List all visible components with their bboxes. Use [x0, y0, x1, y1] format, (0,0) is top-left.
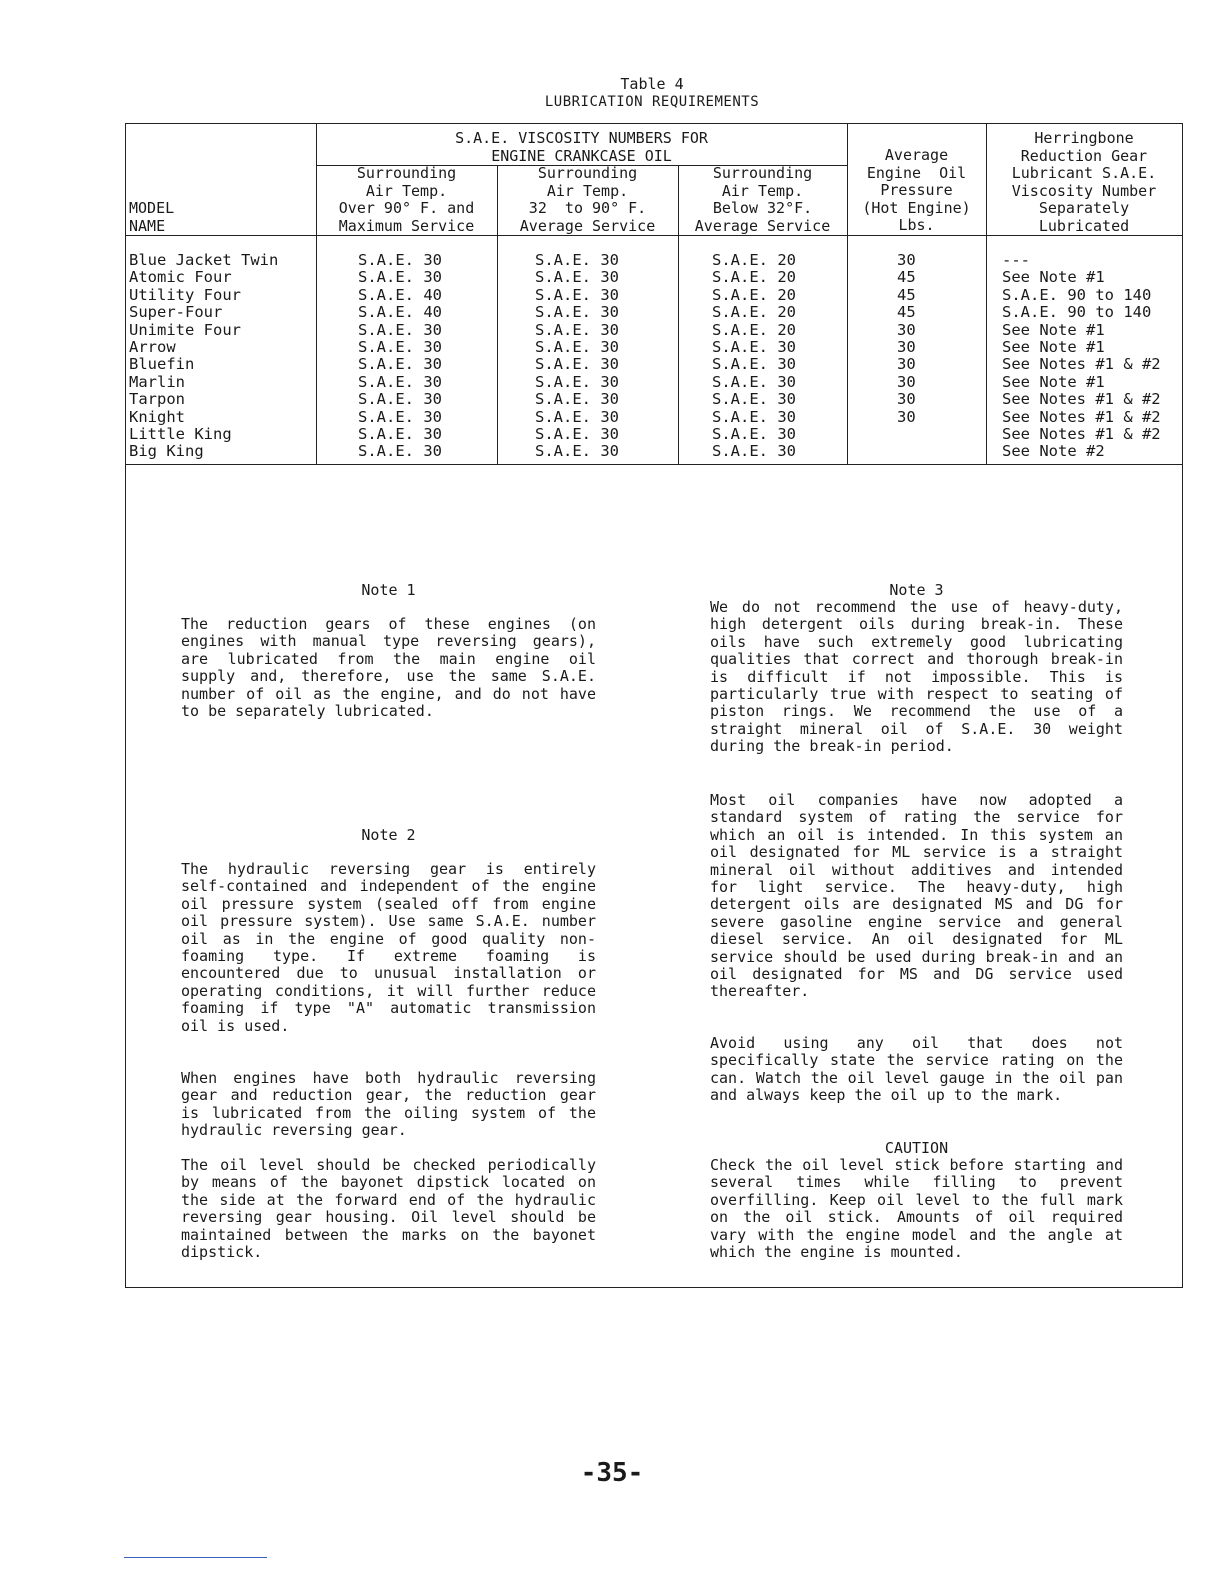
cell-average-service: S.A.E. 30	[535, 251, 619, 269]
cell-average-service: S.A.E. 30	[535, 268, 619, 287]
cell-gear-lubricant: S.A.E. 90 to 140	[1002, 285, 1152, 304]
cell-average-service: S.A.E. 30	[535, 337, 619, 356]
cell-gear-lubricant: See Note #2	[1002, 442, 1105, 461]
cell-average-service: S.A.E. 30	[535, 303, 619, 322]
cell-below-32: S.A.E. 30	[712, 424, 796, 443]
column-max-service	[358, 252, 442, 461]
cell-max-service: S.A.E. 30	[358, 251, 442, 269]
note3-text-1: We do not recommend the use of heavy-duty, high detergent oils during break-in. These oils have such extremely good lubricating qualities that correct and thorough break-in is difficult if not impossible. This is particularly true with respect to seating of piston rings. We recommend the use of a straight mineral oil of S.A.E. 30 weight during the break-in period.	[710, 598, 1123, 756]
cell-max-service: S.A.E. 40	[358, 303, 442, 322]
cell-below-32: S.A.E. 30	[712, 442, 796, 461]
header-col5: Herringbone Reduction Gear Lubricant S.A.E. Viscosity Number Separately Lubricated	[1011, 129, 1157, 235]
cell-max-service: S.A.E. 40	[358, 285, 442, 304]
header-group: S.A.E. VISCOSITY NUMBERS FOR ENGINE CRANKCASE OIL	[455, 129, 708, 165]
cell-gear-lubricant: See Note #1	[1002, 337, 1105, 356]
cell-oil-pressure: 30	[897, 407, 916, 426]
cell-average-service: S.A.E. 30	[535, 424, 619, 443]
header-col3: Surrounding Air Temp. Below 32°F. Average Service	[694, 164, 831, 235]
header-col2: Surrounding Air Temp. 32 to 90° F. Average Service	[519, 164, 656, 235]
cell-max-service: S.A.E. 30	[358, 442, 442, 461]
cell-oil-pressure: 45	[897, 285, 916, 304]
header-col4: Average Engine Oil Pressure (Hot Engine) Lbs.	[862, 146, 971, 234]
cell-model: Super-Four	[129, 303, 223, 322]
cell-model: Big King	[129, 442, 204, 461]
note3-text-2: Most oil companies have now adopted a standard system of rating the service for which an oil is intended. In this system an oil designated for ML service is a straight mineral oil without additives and intended for light service. The heavy-duty, high detergent oils are designated MS and DG for severe gasoline engine service and general diesel service. An oil designated for ML service should be used during break-in and an oil designated for MS and DG service used thereafter.	[710, 791, 1123, 1001]
footer-rule	[124, 1557, 267, 1558]
cell-oil-pressure: 30	[897, 390, 916, 409]
column-average-service	[535, 252, 619, 461]
cell-gear-lubricant: See Note #1	[1002, 320, 1105, 339]
cell-max-service: S.A.E. 30	[358, 268, 442, 287]
cell-model: Marlin	[129, 372, 185, 391]
column-below-32	[712, 252, 796, 461]
cell-model: Arrow	[129, 337, 176, 356]
cell-below-32: S.A.E. 20	[712, 251, 796, 269]
note2-text-1: The hydraulic reversing gear is entirely self-contained and independent of the engine oil pressure system (sealed off from engine oil pressure system). Use same S.A.E. number oil as in the engine of good quality non-foaming type. If extreme foaming is encountered due to unusual installation or operating conditions, it will further reduce foaming if type "A" automatic transmission oil is used.	[181, 860, 596, 1035]
note2-text-3: The oil level should be checked periodically by means of the bayonet dipstick located on the side at the forward end of the hydraulic reversing gear housing. Oil level should be maintained between the marks on the bayonet dipstick.	[181, 1156, 596, 1262]
cell-max-service: S.A.E. 30	[358, 320, 442, 339]
note2-text-2: When engines have both hydraulic reversing gear and reduction gear, the reduction gear is lubricated from the oiling system of the hydraulic reversing gear.	[181, 1069, 596, 1140]
cell-model: Tarpon	[129, 390, 185, 409]
caution-text: Check the oil level stick before starting and several times while filling to prevent overfilling. Keep oil level to the full mark on the oil stick. Amounts of oil required vary with the engine model and the angle at which the engine is mounted.	[710, 1156, 1123, 1262]
cell-gear-lubricant: See Notes #1 & #2	[1002, 407, 1161, 426]
header-col1: Surrounding Air Temp. Over 90° F. and Maximum Service	[338, 164, 475, 235]
cell-below-32: S.A.E. 20	[712, 303, 796, 322]
cell-gear-lubricant: See Notes #1 & #2	[1002, 390, 1161, 409]
cell-oil-pressure: 30	[897, 320, 916, 339]
cell-max-service: S.A.E. 30	[358, 372, 442, 391]
cell-max-service: S.A.E. 30	[358, 337, 442, 356]
cell-below-32: S.A.E. 20	[712, 268, 796, 287]
note1-text: The reduction gears of these engines (on engines with manual type reversing gears), are lubricated from the main engine oil supply and, therefore, use the same S.A.E. number of oil as the engine, and do not have to be separately lubricated.	[181, 615, 596, 721]
cell-gear-lubricant: See Notes #1 & #2	[1002, 355, 1161, 374]
table-title: LUBRICATION REQUIREMENTS	[544, 94, 760, 110]
cell-gear-lubricant: S.A.E. 90 to 140	[1002, 303, 1152, 322]
cell-model: Utility Four	[129, 285, 241, 304]
cell-average-service: S.A.E. 30	[535, 390, 619, 409]
cell-model: Little King	[129, 424, 232, 443]
cell-average-service: S.A.E. 30	[535, 407, 619, 426]
cell-gear-lubricant: ---	[1002, 251, 1030, 269]
caution-title: CAUTION	[884, 1139, 949, 1157]
cell-model: Atomic Four	[129, 268, 232, 287]
cell-oil-pressure: 30	[897, 355, 916, 374]
cell-below-32: S.A.E. 30	[712, 337, 796, 356]
cell-oil-pressure: 45	[897, 303, 916, 322]
cell-max-service: S.A.E. 30	[358, 424, 442, 443]
note1-title: Note 1	[361, 581, 416, 599]
note2-title: Note 2	[361, 826, 416, 844]
cell-oil-pressure: 30	[897, 372, 916, 391]
cell-average-service: S.A.E. 30	[535, 320, 619, 339]
note3-text-3: Avoid using any oil that does not specifically state the service rating on the can. Watch the oil level gauge in the oil pan and always keep the oil up to the mark.	[710, 1034, 1123, 1105]
column-oil-pressure	[897, 252, 916, 461]
cell-model: Unimite Four	[129, 320, 241, 339]
note3-title: Note 3	[889, 581, 944, 599]
column-model-names	[129, 252, 278, 461]
cell-below-32: S.A.E. 30	[712, 390, 796, 409]
cell-average-service: S.A.E. 30	[535, 285, 619, 304]
cell-model: Blue Jacket Twin	[129, 251, 279, 269]
header-model: MODEL NAME	[129, 199, 175, 235]
cell-model: Knight	[129, 407, 185, 426]
cell-oil-pressure	[897, 426, 916, 443]
column-gear-lubricant	[1002, 252, 1161, 461]
table-number: Table 4	[620, 75, 684, 93]
cell-below-32: S.A.E. 30	[712, 355, 796, 374]
page-number: -35-	[580, 1458, 644, 1488]
cell-below-32: S.A.E. 20	[712, 320, 796, 339]
cell-below-32: S.A.E. 30	[712, 407, 796, 426]
cell-oil-pressure	[897, 443, 916, 460]
cell-below-32: S.A.E. 20	[712, 285, 796, 304]
cell-gear-lubricant: See Note #1	[1002, 268, 1105, 287]
cell-oil-pressure: 45	[897, 268, 916, 287]
cell-average-service: S.A.E. 30	[535, 355, 619, 374]
cell-max-service: S.A.E. 30	[358, 355, 442, 374]
cell-average-service: S.A.E. 30	[535, 372, 619, 391]
cell-oil-pressure: 30	[897, 337, 916, 356]
cell-max-service: S.A.E. 30	[358, 390, 442, 409]
cell-max-service: S.A.E. 30	[358, 407, 442, 426]
rule-header	[126, 235, 1182, 236]
cell-model: Bluefin	[129, 355, 195, 374]
lubrication-table	[125, 123, 1183, 465]
cell-oil-pressure: 30	[897, 251, 916, 269]
cell-gear-lubricant: See Notes #1 & #2	[1002, 424, 1161, 443]
cell-average-service: S.A.E. 30	[535, 442, 619, 461]
cell-gear-lubricant: See Note #1	[1002, 372, 1105, 391]
cell-below-32: S.A.E. 30	[712, 372, 796, 391]
